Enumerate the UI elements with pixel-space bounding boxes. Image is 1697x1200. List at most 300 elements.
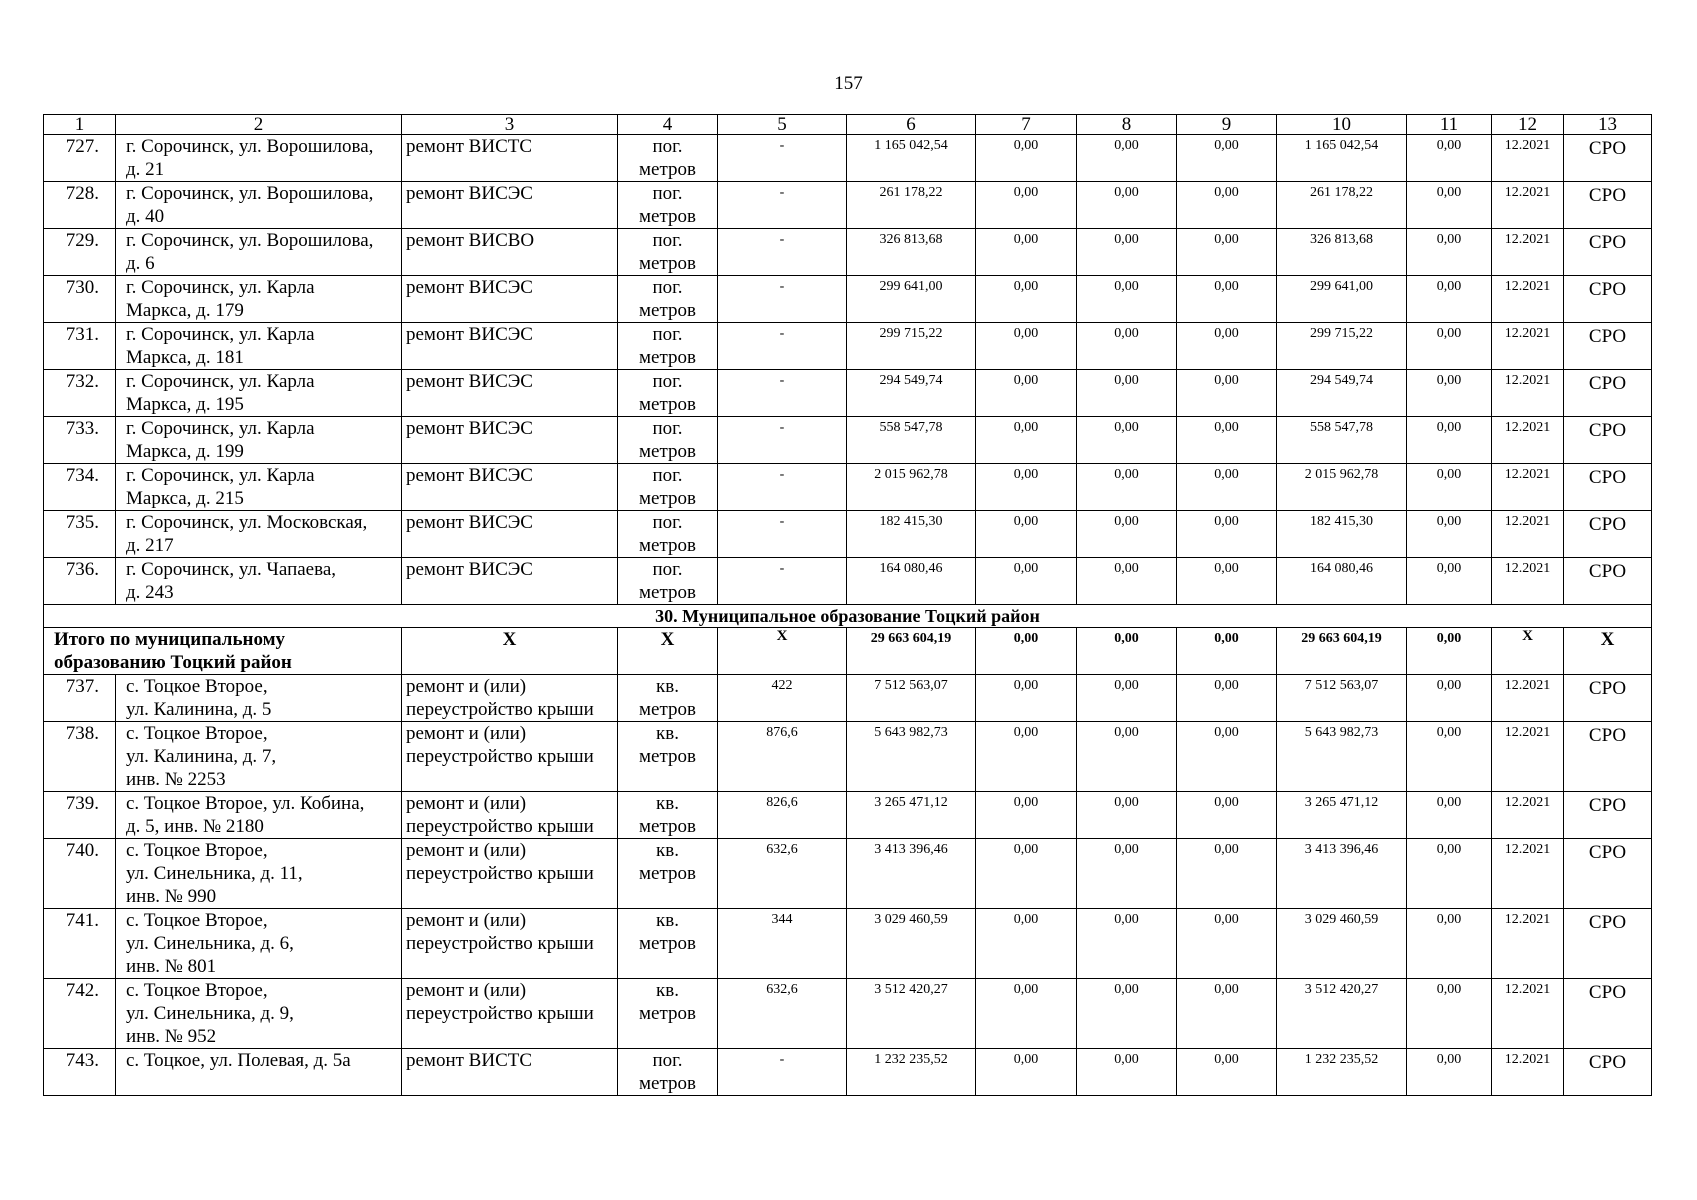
unit-cell-line: пог. [652,230,683,251]
unit-cell-line: метров [639,441,696,462]
method-cell: СРО [1564,276,1652,323]
column-header-1: 1 [44,115,116,135]
fund-cell-11: 0,00 [1407,182,1492,229]
method-cell: СРО [1564,323,1652,370]
unit-cell-line: пог. [652,559,683,580]
volume-cell: - [718,417,847,464]
unit-cell-line: метров [639,206,696,227]
total-c10: 29 663 604,19 [1277,628,1407,675]
method-cell: СРО [1564,182,1652,229]
fund-cell-10: 299 641,00 [1277,276,1407,323]
deadline-cell: 12.2021 [1492,722,1564,792]
section-title: 30. Муниципальное образование Тоцкий район [44,605,1652,628]
deadline-cell: 12.2021 [1492,675,1564,722]
unit-cell-line: метров [639,1003,696,1024]
work-type-cell [402,675,618,722]
volume-cell: - [718,135,847,182]
unit-cell [618,229,718,276]
fund-cell-10: 261 178,22 [1277,182,1407,229]
fund-cell-8: 0,00 [1077,464,1177,511]
address-cell-line: с. Тоцкое Второе, [126,723,268,744]
fund-cell-7: 0,00 [976,839,1077,909]
total-c5: X [718,628,847,675]
address-cell-line: с. Тоцкое, ул. Полевая, д. 5а [126,1050,351,1071]
address-cell [116,558,402,605]
unit-cell-line: метров [639,582,696,603]
address-cell-line: инв. № 990 [126,886,217,907]
column-header-11: 11 [1407,115,1492,135]
method-cell: СРО [1564,1049,1652,1096]
total-cost-cell: 261 178,22 [847,182,976,229]
work-type-cell [402,229,618,276]
fund-cell-11: 0,00 [1407,417,1492,464]
fund-cell-10: 326 813,68 [1277,229,1407,276]
fund-cell-10: 5 643 982,73 [1277,722,1407,792]
unit-cell-line: кв. [656,676,679,697]
total-c7: 0,00 [976,628,1077,675]
total-cost-cell: 326 813,68 [847,229,976,276]
method-cell: СРО [1564,229,1652,276]
address-cell-line: ул. Синельника, д. 11, [126,863,303,884]
total-cost-cell: 294 549,74 [847,370,976,417]
address-cell [116,511,402,558]
unit-cell [618,979,718,1049]
fund-cell-11: 0,00 [1407,722,1492,792]
address-cell-line: инв. № 2253 [126,769,226,790]
table-row [44,464,1652,511]
address-cell-line: г. Сорочинск, ул. Московская, [126,512,368,533]
unit-cell-line: метров [639,347,696,368]
work-type-cell [402,979,618,1049]
fund-cell-9: 0,00 [1177,558,1277,605]
address-cell-line: Маркса, д. 179 [126,300,244,321]
work-type-cell-line: ремонт ВИСЭС [406,324,533,345]
volume-cell: - [718,182,847,229]
fund-cell-8: 0,00 [1077,417,1177,464]
deadline-cell: 12.2021 [1492,370,1564,417]
volume-cell: 632,6 [718,839,847,909]
fund-cell-9: 0,00 [1177,675,1277,722]
fund-cell-7: 0,00 [976,909,1077,979]
unit-cell-line: метров [639,746,696,767]
unit-cell [618,511,718,558]
work-type-cell [402,558,618,605]
method-cell: СРО [1564,464,1652,511]
method-cell: СРО [1564,675,1652,722]
unit-cell-line: кв. [656,910,679,931]
unit-cell [618,323,718,370]
address-cell-line: г. Сорочинск, ул. Ворошилова, [126,230,374,251]
address-cell-line: ул. Синельника, д. 9, [126,1003,294,1024]
fund-cell-7: 0,00 [976,979,1077,1049]
fund-cell-8: 0,00 [1077,135,1177,182]
work-type-cell-line: ремонт ВИСЭС [406,183,533,204]
method-cell: СРО [1564,511,1652,558]
row-number: 737. [44,675,116,722]
fund-cell-7: 0,00 [976,675,1077,722]
fund-cell-7: 0,00 [976,1049,1077,1096]
work-type-cell [402,370,618,417]
work-type-cell-line: ремонт и (или) [406,793,527,814]
address-cell-line: д. 6 [126,253,155,274]
address-cell-line: г. Сорочинск, ул. Карла [126,371,315,392]
volume-cell: 422 [718,675,847,722]
address-cell [116,417,402,464]
column-header-12: 12 [1492,115,1564,135]
address-cell-line: ул. Синельника, д. 6, [126,933,294,954]
address-cell-line: д. 243 [126,582,174,603]
unit-cell-line: пог. [652,324,683,345]
table-row [44,511,1652,558]
total-cost-cell: 299 715,22 [847,323,976,370]
work-type-cell [402,276,618,323]
total-c3: X [402,628,618,675]
header-row [44,115,1652,135]
deadline-cell: 12.2021 [1492,558,1564,605]
table-row [44,839,1652,909]
deadline-cell: 12.2021 [1492,417,1564,464]
unit-cell-line: метров [639,863,696,884]
table-row [44,722,1652,792]
fund-cell-9: 0,00 [1177,1049,1277,1096]
section-row [44,605,1652,628]
unit-cell-line: пог. [652,1050,683,1071]
unit-cell-line: кв. [656,980,679,1001]
fund-cell-9: 0,00 [1177,229,1277,276]
address-cell-line: г. Сорочинск, ул. Карла [126,418,315,439]
total-c11: 0,00 [1407,628,1492,675]
volume-cell: 632,6 [718,979,847,1049]
total-cost-cell: 182 415,30 [847,511,976,558]
fund-cell-7: 0,00 [976,558,1077,605]
work-type-cell [402,464,618,511]
unit-cell [618,1049,718,1096]
fund-cell-9: 0,00 [1177,276,1277,323]
work-type-cell [402,792,618,839]
fund-cell-8: 0,00 [1077,370,1177,417]
address-cell-line: г. Сорочинск, ул. Карла [126,277,315,298]
address-cell [116,135,402,182]
row-number: 734. [44,464,116,511]
total-label-line: образованию Тоцкий район [54,652,292,673]
volume-cell: - [718,558,847,605]
address-cell-line: г. Сорочинск, ул. Ворошилова, [126,183,374,204]
table-row [44,370,1652,417]
work-type-cell [402,1049,618,1096]
fund-cell-8: 0,00 [1077,722,1177,792]
deadline-cell: 12.2021 [1492,1049,1564,1096]
address-cell-line: д. 40 [126,206,165,227]
row-number: 736. [44,558,116,605]
fund-cell-10: 3 413 396,46 [1277,839,1407,909]
fund-cell-9: 0,00 [1177,722,1277,792]
fund-cell-10: 294 549,74 [1277,370,1407,417]
address-cell [116,370,402,417]
work-type-cell-line: ремонт и (или) [406,676,527,697]
row-number: 731. [44,323,116,370]
fund-cell-8: 0,00 [1077,229,1177,276]
row-number: 741. [44,909,116,979]
fund-cell-11: 0,00 [1407,979,1492,1049]
address-cell-line: г. Сорочинск, ул. Ворошилова, [126,136,374,157]
unit-cell [618,182,718,229]
fund-cell-9: 0,00 [1177,979,1277,1049]
fund-cell-11: 0,00 [1407,464,1492,511]
unit-cell-line: кв. [656,840,679,861]
total-cost-cell: 1 232 235,52 [847,1049,976,1096]
work-type-cell-line: переустройство крыши [406,1003,594,1024]
work-type-cell-line: ремонт ВИСЭС [406,277,533,298]
table-row [44,135,1652,182]
address-cell-line: Маркса, д. 199 [126,441,244,462]
fund-cell-10: 3 512 420,27 [1277,979,1407,1049]
fund-cell-8: 0,00 [1077,511,1177,558]
fund-cell-10: 1 232 235,52 [1277,1049,1407,1096]
method-cell: СРО [1564,417,1652,464]
address-cell [116,792,402,839]
column-header-3: 3 [402,115,618,135]
fund-cell-8: 0,00 [1077,323,1177,370]
total-cost-cell: 3 512 420,27 [847,979,976,1049]
deadline-cell: 12.2021 [1492,276,1564,323]
unit-cell [618,370,718,417]
work-type-cell-line: ремонт ВИСВО [406,230,535,251]
method-cell: СРО [1564,909,1652,979]
fund-cell-7: 0,00 [976,464,1077,511]
volume-cell: 876,6 [718,722,847,792]
fund-cell-9: 0,00 [1177,135,1277,182]
column-header-4: 4 [618,115,718,135]
work-type-cell [402,323,618,370]
address-cell-line: с. Тоцкое Второе, [126,910,268,931]
work-type-cell-line: ремонт и (или) [406,980,527,1001]
repair-program-table [43,114,1652,1096]
method-cell: СРО [1564,979,1652,1049]
row-number: 728. [44,182,116,229]
fund-cell-10: 3 029 460,59 [1277,909,1407,979]
address-cell [116,1049,402,1096]
unit-cell [618,464,718,511]
row-number: 735. [44,511,116,558]
unit-cell-line: кв. [656,723,679,744]
total-cost-cell: 299 641,00 [847,276,976,323]
volume-cell: - [718,511,847,558]
total-c4: X [618,628,718,675]
address-cell-line: инв. № 952 [126,1026,217,1047]
fund-cell-8: 0,00 [1077,839,1177,909]
method-cell: СРО [1564,839,1652,909]
unit-cell [618,417,718,464]
work-type-cell [402,909,618,979]
total-cost-cell: 164 080,46 [847,558,976,605]
row-number: 742. [44,979,116,1049]
fund-cell-9: 0,00 [1177,417,1277,464]
unit-cell-line: пог. [652,136,683,157]
total-cost-cell: 7 512 563,07 [847,675,976,722]
address-cell-line: г. Сорочинск, ул. Карла [126,324,315,345]
column-header-2: 2 [116,115,402,135]
table-row [44,792,1652,839]
table-row [44,558,1652,605]
column-header-6: 6 [847,115,976,135]
unit-cell-line: пог. [652,277,683,298]
fund-cell-7: 0,00 [976,229,1077,276]
fund-cell-11: 0,00 [1407,511,1492,558]
unit-cell-line: метров [639,535,696,556]
deadline-cell: 12.2021 [1492,135,1564,182]
deadline-cell: 12.2021 [1492,839,1564,909]
fund-cell-9: 0,00 [1177,839,1277,909]
unit-cell [618,909,718,979]
work-type-cell-line: переустройство крыши [406,863,594,884]
work-type-cell-line: переустройство крыши [406,699,594,720]
method-cell: СРО [1564,792,1652,839]
total-c13: X [1564,628,1652,675]
table-row [44,182,1652,229]
fund-cell-10: 3 265 471,12 [1277,792,1407,839]
fund-cell-9: 0,00 [1177,511,1277,558]
fund-cell-8: 0,00 [1077,979,1177,1049]
unit-cell-line: метров [639,394,696,415]
work-type-cell-line: ремонт и (или) [406,910,527,931]
address-cell-line: ул. Калинина, д. 7, [126,746,277,767]
unit-cell-line: пог. [652,183,683,204]
address-cell-line: г. Сорочинск, ул. Чапаева, [126,559,337,580]
volume-cell: 344 [718,909,847,979]
unit-cell-line: метров [639,816,696,837]
total-cost-cell: 3 029 460,59 [847,909,976,979]
fund-cell-7: 0,00 [976,792,1077,839]
row-number: 733. [44,417,116,464]
address-cell [116,909,402,979]
fund-cell-7: 0,00 [976,135,1077,182]
method-cell: СРО [1564,370,1652,417]
work-type-cell [402,839,618,909]
total-cost-cell: 1 165 042,54 [847,135,976,182]
method-cell: СРО [1564,558,1652,605]
total-c8: 0,00 [1077,628,1177,675]
table-row [44,675,1652,722]
address-cell-line: Маркса, д. 195 [126,394,244,415]
fund-cell-10: 1 165 042,54 [1277,135,1407,182]
deadline-cell: 12.2021 [1492,464,1564,511]
unit-cell-line: пог. [652,465,683,486]
unit-cell-line: пог. [652,371,683,392]
fund-cell-10: 299 715,22 [1277,323,1407,370]
work-type-cell-line: ремонт ВИСЭС [406,559,533,580]
row-number: 743. [44,1049,116,1096]
work-type-cell-line: ремонт и (или) [406,723,527,744]
deadline-cell: 12.2021 [1492,229,1564,276]
work-type-cell-line: переустройство крыши [406,816,594,837]
unit-cell-line: пог. [652,512,683,533]
volume-cell: - [718,1049,847,1096]
column-header-7: 7 [976,115,1077,135]
table-row [44,323,1652,370]
deadline-cell: 12.2021 [1492,792,1564,839]
table-body [44,115,1652,1096]
fund-cell-7: 0,00 [976,182,1077,229]
row-number: 732. [44,370,116,417]
row-number: 730. [44,276,116,323]
fund-cell-7: 0,00 [976,370,1077,417]
unit-cell-line: метров [639,300,696,321]
row-number: 739. [44,792,116,839]
deadline-cell: 12.2021 [1492,323,1564,370]
fund-cell-10: 558 547,78 [1277,417,1407,464]
address-cell [116,979,402,1049]
volume-cell: 826,6 [718,792,847,839]
total-c9: 0,00 [1177,628,1277,675]
fund-cell-11: 0,00 [1407,839,1492,909]
work-type-cell [402,182,618,229]
fund-cell-9: 0,00 [1177,370,1277,417]
unit-cell [618,839,718,909]
table-row [44,979,1652,1049]
fund-cell-9: 0,00 [1177,792,1277,839]
address-cell [116,323,402,370]
fund-cell-11: 0,00 [1407,135,1492,182]
work-type-cell-line: ремонт ВИСЭС [406,465,533,486]
fund-cell-11: 0,00 [1407,276,1492,323]
address-cell [116,675,402,722]
fund-cell-11: 0,00 [1407,1049,1492,1096]
fund-cell-8: 0,00 [1077,276,1177,323]
total-row [44,628,1652,675]
work-type-cell [402,511,618,558]
fund-cell-9: 0,00 [1177,323,1277,370]
unit-cell [618,675,718,722]
unit-cell-line: метров [639,1073,696,1094]
fund-cell-8: 0,00 [1077,909,1177,979]
unit-cell [618,722,718,792]
method-cell: СРО [1564,135,1652,182]
deadline-cell: 12.2021 [1492,979,1564,1049]
total-label [44,628,402,675]
fund-cell-10: 7 512 563,07 [1277,675,1407,722]
fund-cell-8: 0,00 [1077,675,1177,722]
address-cell [116,276,402,323]
deadline-cell: 12.2021 [1492,182,1564,229]
row-number: 740. [44,839,116,909]
fund-cell-7: 0,00 [976,511,1077,558]
address-cell [116,839,402,909]
unit-cell-line: кв. [656,793,679,814]
work-type-cell-line: ремонт ВИСЭС [406,371,533,392]
fund-cell-8: 0,00 [1077,792,1177,839]
total-label-line: Итого по муниципальному [54,629,286,650]
address-cell-line: д. 21 [126,159,165,180]
work-type-cell [402,135,618,182]
table-row [44,909,1652,979]
table-row [44,417,1652,464]
work-type-cell [402,722,618,792]
page-number: 157 [834,73,863,94]
row-number: 738. [44,722,116,792]
address-cell-line: Маркса, д. 181 [126,347,244,368]
work-type-cell-line: ремонт ВИСТС [406,1050,533,1071]
unit-cell [618,792,718,839]
address-cell [116,229,402,276]
volume-cell: - [718,370,847,417]
unit-cell [618,135,718,182]
volume-cell: - [718,276,847,323]
address-cell-line: с. Тоцкое Второе, [126,980,268,1001]
address-cell-line: с. Тоцкое Второе, [126,840,268,861]
fund-cell-8: 0,00 [1077,182,1177,229]
work-type-cell-line: ремонт ВИСЭС [406,418,533,439]
volume-cell: - [718,323,847,370]
